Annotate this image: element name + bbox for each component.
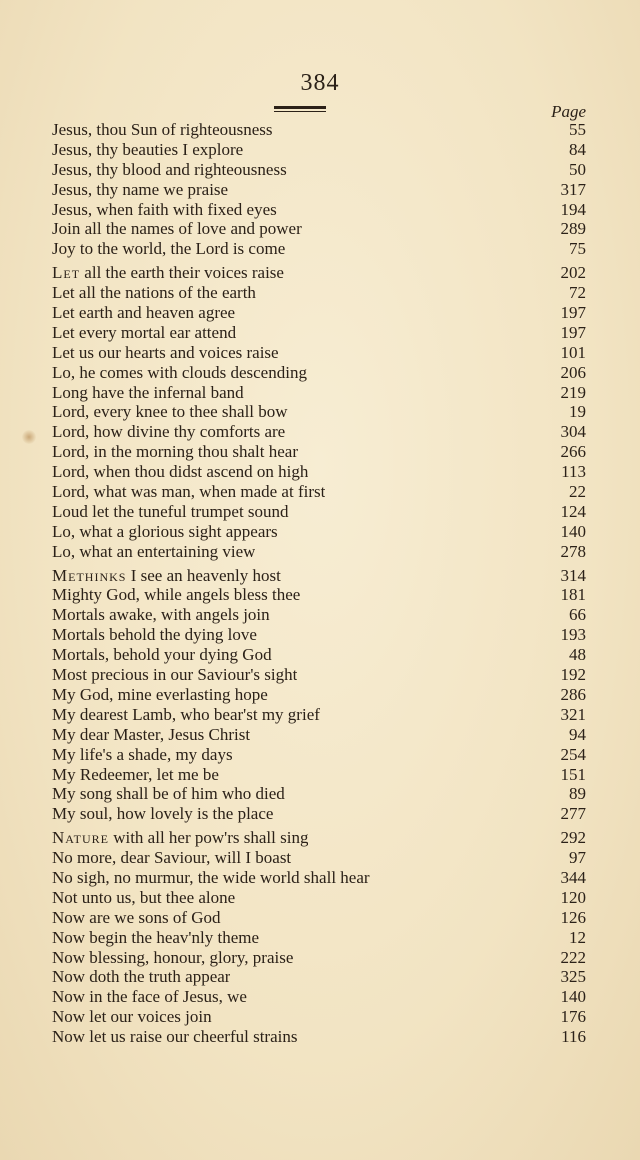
page-reference: 314 <box>560 565 586 585</box>
index-entry <box>52 745 586 765</box>
hymn-first-line-text: Let earth and heaven agree <box>52 303 236 323</box>
index-entry <box>52 804 586 824</box>
index-entry <box>52 323 586 343</box>
hymn-first-line-text: with all her pow'rs shall sing <box>108 828 309 848</box>
index-entry <box>52 566 586 586</box>
hymn-first-line <box>52 200 277 220</box>
index-entry <box>52 140 586 160</box>
hymn-first-line-text: My life's a shade, my days <box>52 744 233 764</box>
index-entry <box>52 987 586 1007</box>
page-reference: 12 <box>569 927 586 947</box>
hymn-first-line-text: Lord, when thou didst ascend on high <box>52 462 309 482</box>
hymn-first-line <box>52 868 370 888</box>
hymn-first-line <box>52 263 284 283</box>
index-section <box>52 828 586 1047</box>
page-reference: 317 <box>560 179 586 199</box>
index-entry <box>52 625 586 645</box>
page-reference: 140 <box>560 521 586 541</box>
page-reference: 197 <box>560 303 586 323</box>
hymn-first-line <box>52 1027 297 1047</box>
index-entry <box>52 239 586 259</box>
hymn-first-line <box>52 908 221 928</box>
index-entry <box>52 1027 586 1047</box>
index-entry <box>52 868 586 888</box>
index-entry <box>52 685 586 705</box>
hymn-first-line <box>52 180 228 200</box>
page-reference: 75 <box>569 239 586 259</box>
hymn-first-line <box>52 542 255 562</box>
page-reference: 50 <box>569 159 586 179</box>
index-entry <box>52 888 586 908</box>
index-entry <box>52 219 586 239</box>
page-reference: 55 <box>569 120 586 139</box>
hymn-first-line <box>52 566 281 586</box>
index-entry <box>52 928 586 948</box>
page-reference: 278 <box>560 541 586 561</box>
index-entry <box>52 263 586 283</box>
hymn-first-line <box>52 522 278 542</box>
header-rule <box>274 106 326 112</box>
hymn-first-line <box>52 140 243 160</box>
page-reference: 219 <box>560 382 586 402</box>
index-entry <box>52 784 586 804</box>
hymn-first-line-text: Mighty God, while angels bless thee <box>52 585 301 605</box>
hymn-first-line-text: My dearest Lamb, who bear'st my grief <box>52 704 320 724</box>
hymn-first-line <box>52 160 287 180</box>
index-entry <box>52 303 586 323</box>
index-entry <box>52 462 586 482</box>
page-reference: 321 <box>560 704 586 724</box>
index-entry <box>52 948 586 968</box>
hymn-first-line-text: Lo, what a glorious sight appears <box>52 521 278 541</box>
hymn-first-line-text: Lord, what was man, when made at first <box>52 482 326 502</box>
hymn-first-line <box>52 967 230 987</box>
page-reference: 124 <box>560 501 586 521</box>
hymn-first-line <box>52 828 308 848</box>
hymn-first-line-text: Lord, in the morning thou shalt hear <box>52 442 298 462</box>
hymn-first-line <box>52 784 285 804</box>
hymn-first-line <box>52 363 307 383</box>
page-reference: 304 <box>560 422 586 442</box>
hymn-first-line-text: Now in the face of Jesus, we <box>52 987 247 1007</box>
hymn-first-line <box>52 685 268 705</box>
index-entry <box>52 402 586 422</box>
page-reference: 202 <box>560 263 586 283</box>
index-entry <box>52 705 586 725</box>
hymn-first-line <box>52 482 325 502</box>
hymn-first-line <box>52 888 235 908</box>
hymn-first-line-text: No sigh, no murmur, the wide world shall hear <box>52 867 370 887</box>
index-entry <box>52 665 586 685</box>
hymn-first-line-text: Now begin the heav'nly theme <box>52 927 260 947</box>
hymn-first-line-text: Jesus, thou Sun of righteousness <box>52 120 273 139</box>
hymn-first-line-text: Mortals awake, with angels join <box>52 605 270 625</box>
hymn-first-line-text: My Redeemer, let me be <box>52 764 219 784</box>
hymn-first-line-text: Loud let the tuneful trumpet sound <box>52 501 289 521</box>
hymn-first-line <box>52 383 244 403</box>
hymn-first-line-text: Now let our voices join <box>52 1007 212 1027</box>
hymn-first-line-text: Now doth the truth appear <box>52 967 231 987</box>
index-entry <box>52 200 586 220</box>
page-reference: 192 <box>560 665 586 685</box>
index-section <box>52 120 586 259</box>
page-reference: 193 <box>560 625 586 645</box>
page-reference: 48 <box>569 645 586 665</box>
hymn-index <box>52 120 586 1051</box>
hymn-first-line-text: Lo, he comes with clouds descending <box>52 362 307 382</box>
index-section <box>52 566 586 825</box>
page-reference: 197 <box>560 322 586 342</box>
section-lead-word: Nature <box>52 828 109 848</box>
hymn-first-line <box>52 625 257 645</box>
index-entry <box>52 605 586 625</box>
hymn-first-line-text: Now let us raise our cheerful strains <box>52 1027 298 1047</box>
hymn-first-line-text: Jesus, thy blood and righteousness <box>52 159 287 179</box>
page-reference: 84 <box>569 139 586 159</box>
section-lead-word: Methinks <box>52 565 127 585</box>
page-reference: 94 <box>569 724 586 744</box>
page-reference: 325 <box>560 967 586 987</box>
index-entry <box>52 283 586 303</box>
index-entry <box>52 828 586 848</box>
hymn-first-line <box>52 645 272 665</box>
index-entry <box>52 160 586 180</box>
index-entry <box>52 442 586 462</box>
hymn-first-line-text: Now are we sons of God <box>52 907 221 927</box>
section-lead-word: Let <box>52 263 81 283</box>
page-reference: 181 <box>560 585 586 605</box>
page-reference: 22 <box>569 482 586 502</box>
hymn-first-line-text: Jesus, thy beauties I explore <box>52 139 244 159</box>
hymn-first-line-text: Most precious in our Saviour's sight <box>52 665 298 685</box>
index-entry <box>52 967 586 987</box>
hymn-first-line-text: Let every mortal ear attend <box>52 322 237 342</box>
hymn-first-line <box>52 402 288 422</box>
index-entry <box>52 725 586 745</box>
page-reference: 140 <box>560 987 586 1007</box>
hymn-first-line <box>52 323 236 343</box>
hymn-first-line <box>52 948 293 968</box>
hymn-first-line-text: Now blessing, honour, glory, praise <box>52 947 294 967</box>
page-number: 384 <box>300 70 340 96</box>
index-entry <box>52 585 586 605</box>
hymn-first-line <box>52 120 273 140</box>
index-entry <box>52 645 586 665</box>
index-entry <box>52 363 586 383</box>
page-reference: 292 <box>560 828 586 848</box>
hymn-first-line-text: Mortals, behold your dying God <box>52 645 272 665</box>
hymn-first-line <box>52 219 302 239</box>
page-reference: 194 <box>560 199 586 219</box>
hymn-first-line <box>52 804 273 824</box>
index-entry <box>52 180 586 200</box>
page-reference: 222 <box>560 947 586 967</box>
hymn-first-line-text: Joy to the world, the Lord is come <box>52 239 286 259</box>
page-reference: 120 <box>560 887 586 907</box>
page-column-header: Page <box>551 102 586 121</box>
index-entry <box>52 522 586 542</box>
hymn-first-line-text: Let us our hearts and voices raise <box>52 342 279 362</box>
page-reference: 344 <box>560 867 586 887</box>
hymn-first-line <box>52 987 247 1007</box>
page-reference: 151 <box>560 764 586 784</box>
index-entry <box>52 502 586 522</box>
hymn-first-line <box>52 705 320 725</box>
index-entry <box>52 383 586 403</box>
hymn-first-line <box>52 665 297 685</box>
page-reference: 176 <box>560 1007 586 1027</box>
page-reference: 116 <box>561 1027 586 1047</box>
hymn-first-line-text: Jesus, thy name we praise <box>52 179 229 199</box>
hymn-first-line-text: Lord, how divine thy comforts are <box>52 422 286 442</box>
index-entry <box>52 120 586 140</box>
hymn-first-line-text: Join all the names of love and power <box>52 219 302 239</box>
index-entry <box>52 848 586 868</box>
page-reference: 286 <box>560 684 586 704</box>
page-reference: 66 <box>569 605 586 625</box>
index-entry <box>52 422 586 442</box>
hymn-first-line <box>52 725 250 745</box>
hymn-first-line-text: Not unto us, but thee alone <box>52 887 236 907</box>
hymn-first-line-text: all the earth their voices raise <box>80 263 284 283</box>
hymn-first-line <box>52 585 300 605</box>
hymn-first-line <box>52 239 285 259</box>
index-entry <box>52 765 586 785</box>
hymn-first-line <box>52 442 298 462</box>
hymn-first-line <box>52 462 308 482</box>
hymn-first-line-text: Mortals behold the dying love <box>52 625 257 645</box>
hymn-first-line-text: My God, mine everlasting hope <box>52 684 268 704</box>
hymn-first-line-text: My soul, how lovely is the place <box>52 804 274 824</box>
page-reference: 19 <box>569 402 586 422</box>
hymn-first-line-text: Lo, what an entertaining view <box>52 541 256 561</box>
index-entry <box>52 542 586 562</box>
hymn-first-line <box>52 848 291 868</box>
hymn-first-line-text: My song shall be of him who died <box>52 784 285 804</box>
page-reference: 289 <box>560 219 586 239</box>
hymn-first-line <box>52 928 259 948</box>
hymn-first-line <box>52 765 219 785</box>
page-reference: 126 <box>560 907 586 927</box>
index-entry <box>52 482 586 502</box>
hymn-first-line <box>52 745 233 765</box>
hymn-first-line-text: Long have the infernal band <box>52 382 244 402</box>
page-reference: 266 <box>560 442 586 462</box>
hymn-first-line-text: Lord, every knee to thee shall bow <box>52 402 288 422</box>
index-entry <box>52 1007 586 1027</box>
hymn-first-line <box>52 343 279 363</box>
page-reference: 72 <box>569 283 586 303</box>
page-reference: 206 <box>560 362 586 382</box>
hymn-first-line <box>52 283 256 303</box>
hymn-first-line <box>52 605 270 625</box>
hymn-first-line <box>52 502 289 522</box>
index-entry <box>52 908 586 928</box>
hymn-first-line-text: My dear Master, Jesus Christ <box>52 724 251 744</box>
index-section <box>52 263 586 561</box>
hymn-first-line <box>52 303 235 323</box>
hymn-first-line <box>52 422 285 442</box>
page-reference: 101 <box>560 342 586 362</box>
index-entry <box>52 343 586 363</box>
hymn-first-line-text: No more, dear Saviour, will I boast <box>52 848 292 868</box>
hymn-first-line-text: Let all the nations of the earth <box>52 283 256 303</box>
page-reference: 89 <box>569 784 586 804</box>
paper-stain <box>22 430 36 444</box>
page-reference: 277 <box>560 804 586 824</box>
hymn-first-line <box>52 1007 212 1027</box>
hymn-first-line-text: Jesus, when faith with fixed eyes <box>52 199 277 219</box>
page-reference: 254 <box>560 744 586 764</box>
hymn-first-line-text: I see an heavenly host <box>126 565 281 585</box>
page-reference: 97 <box>569 848 586 868</box>
page-reference: 113 <box>561 462 586 482</box>
